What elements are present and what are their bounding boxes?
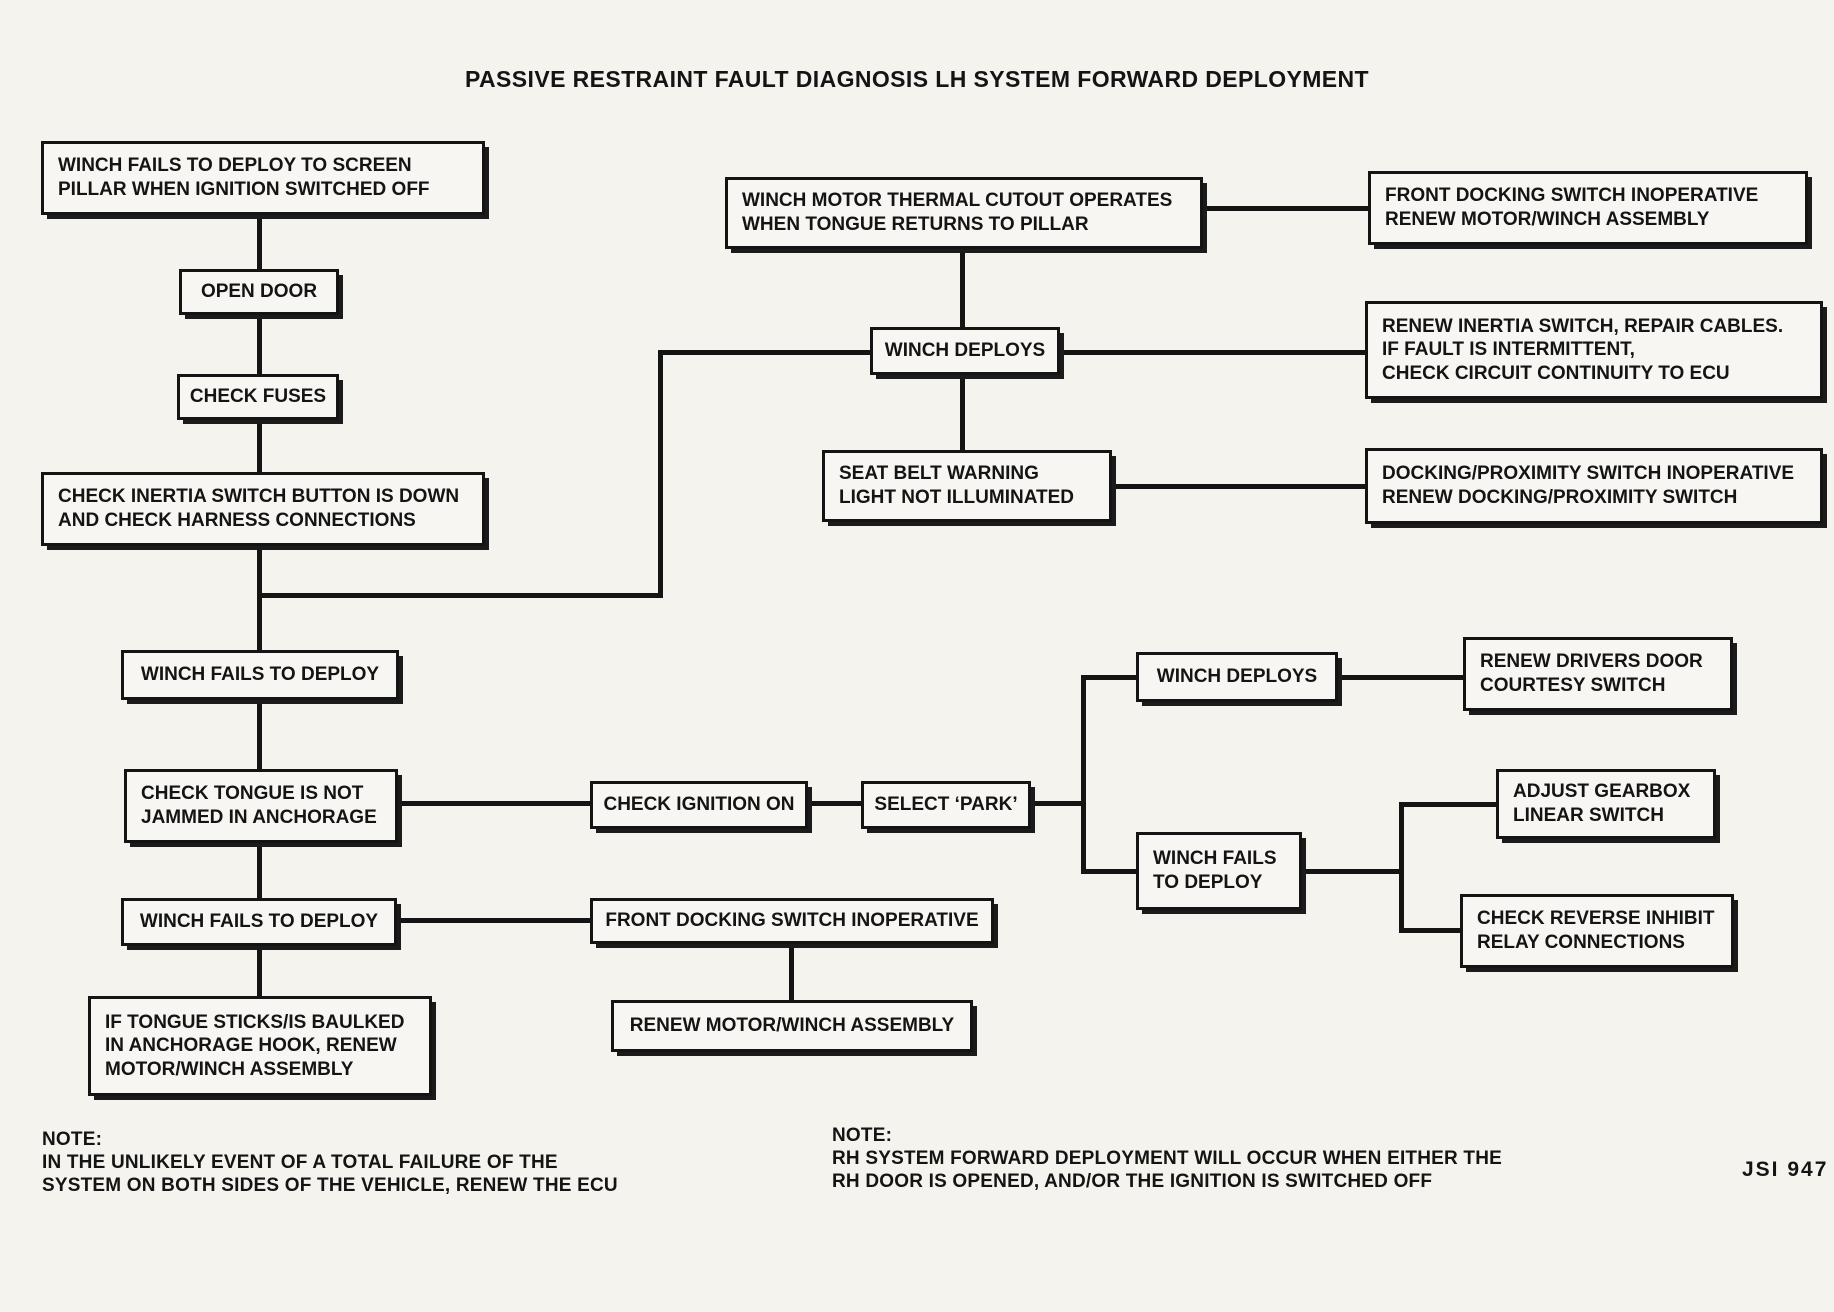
connector [1336,675,1465,680]
text-line: IF TONGUE STICKS/IS BAULKED [105,1011,405,1033]
note-line: RH SYSTEM FORWARD DEPLOYMENT WILL OCCUR WHEN EITHER THE [832,1148,1503,1170]
text-line: RENEW INERTIA SWITCH, REPAIR CABLES. [1382,315,1784,337]
text-line: RELAY CONNECTIONS [1477,932,1685,953]
text-line: WINCH DEPLOYS [884,340,1046,362]
connector [257,944,262,998]
text-line: RENEW MOTOR/WINCH ASSEMBLY [1385,209,1710,230]
text-line: WINCH FAILS TO DEPLOY [140,664,380,686]
connector [1058,350,1370,355]
connector [1399,802,1404,933]
node-thermal-cutout [725,177,1203,249]
connector [1084,675,1138,680]
connector [1402,928,1462,933]
text-line: TO DEPLOY [1153,872,1263,893]
text-line: PILLAR WHEN IGNITION SWITCHED OFF [58,179,430,200]
text-line: OPEN DOOR [200,281,318,303]
connector [960,375,965,452]
node-check-reverse-inhibit [1460,894,1734,968]
connector [1300,869,1404,874]
text-line: SELECT ‘PARK’ [874,794,1018,816]
text-line: WINCH FAILS TO DEPLOY [139,911,379,933]
text-line: WINCH FAILS TO DEPLOY TO SCREEN [58,155,412,177]
connector [789,942,794,1002]
text-line: IF FAULT IS INTERMITTENT, [1382,339,1635,361]
text-line: WINCH FAILS [1153,848,1277,870]
connector [960,247,965,329]
text-line: IN ANCHORAGE HOOK, RENEW [105,1035,397,1057]
connector [257,698,262,771]
node-winch-deploys-right [1136,652,1338,702]
node-check-tongue [124,769,398,843]
note-line: SYSTEM ON BOTH SIDES OF THE VEHICLE, RENEW THE ECU [42,1175,618,1197]
node-renew-inertia-switch [1365,301,1823,399]
node-winch-deploys-top [870,327,1060,375]
note-left [42,1128,618,1198]
note-line: IN THE UNLIKELY EVENT OF A TOTAL FAILURE OF THE [42,1152,558,1174]
text-line: MOTOR/WINCH ASSEMBLY [105,1058,354,1080]
text-line: CHECK IGNITION ON [603,794,795,816]
text-line: DOCKING/PROXIMITY SWITCH INOPERATIVE [1382,463,1795,485]
node-docking-proximity [1365,448,1823,524]
page-title: PASSIVE RESTRAINT FAULT DIAGNOSIS LH SYSTEM FORWARD DEPLOYMENT [465,66,1369,92]
node-front-docking-inoperative-top [1368,171,1808,245]
node-select-park [861,781,1031,829]
text-line: SEAT BELT WARNING [839,463,1039,485]
connector [257,418,262,474]
text-line: CHECK INERTIA SWITCH BUTTON IS DOWN [58,486,460,508]
text-line: LINEAR SWITCH [1513,805,1664,826]
node-winch-fails-screen-pillar [41,141,485,215]
connector [1029,801,1086,806]
text-line: FRONT DOCKING SWITCH INOPERATIVE [605,910,979,932]
text-line: CHECK CIRCUIT CONTINUITY TO ECU [1382,362,1730,384]
connector [1081,675,1086,874]
connector [257,313,262,376]
text-line: RENEW DOCKING/PROXIMITY SWITCH [1382,487,1738,508]
connector [396,801,592,806]
connector [257,213,262,271]
connector [1201,206,1370,211]
node-tongue-sticks [88,996,432,1096]
connector [257,544,262,652]
node-winch-fails-to-deploy-1 [121,650,399,700]
text-line: ADJUST GEARBOX [1513,781,1691,803]
text-line: CHECK REVERSE INHIBIT [1477,908,1715,930]
text-line: WINCH DEPLOYS [1156,666,1318,688]
text-line: WHEN TONGUE RETURNS TO PILLAR [742,214,1089,235]
connector [257,841,262,900]
node-seat-belt-warning [822,450,1112,522]
node-adjust-gearbox [1496,769,1716,839]
note-line: RH DOOR IS OPENED, AND/OR THE IGNITION IS SWITCHED OFF [832,1171,1433,1193]
text-line: JAMMED IN ANCHORAGE [141,807,377,828]
connector [1084,869,1138,874]
node-open-door [179,269,339,315]
text-line: FRONT DOCKING SWITCH INOPERATIVE [1385,185,1759,207]
text-line: LIGHT NOT ILLUMINATED [839,487,1075,508]
connector [658,350,663,598]
node-front-docking-inoperative-mid [590,898,994,944]
node-check-fuses [177,374,339,420]
text-line: WINCH MOTOR THERMAL CUTOUT OPERATES [742,190,1173,212]
node-check-inertia-switch [41,472,485,546]
connector [1402,802,1498,807]
text-line: COURTESY SWITCH [1480,675,1666,696]
text-line: AND CHECK HARNESS CONNECTIONS [58,510,416,531]
node-winch-fails-to-deploy-2 [121,898,397,946]
drawing-code: JSI 947 [1742,1158,1829,1181]
text-line: RENEW DRIVERS DOOR [1480,651,1703,673]
node-renew-motor-winch-mid [611,1000,973,1052]
text-line: RENEW MOTOR/WINCH ASSEMBLY [629,1015,955,1037]
connector [660,350,872,355]
connector [395,918,592,923]
node-renew-drivers-door [1463,637,1733,711]
connector [257,593,660,598]
connector [1110,484,1370,489]
note-right [832,1124,1502,1194]
note-label: NOTE: [832,1125,893,1146]
text-line: CHECK FUSES [189,386,327,408]
note-label: NOTE: [42,1129,103,1150]
text-line: CHECK TONGUE IS NOT [141,783,364,805]
connector [806,801,863,806]
node-check-ignition-on [590,781,808,829]
node-winch-fails-right [1136,832,1302,910]
